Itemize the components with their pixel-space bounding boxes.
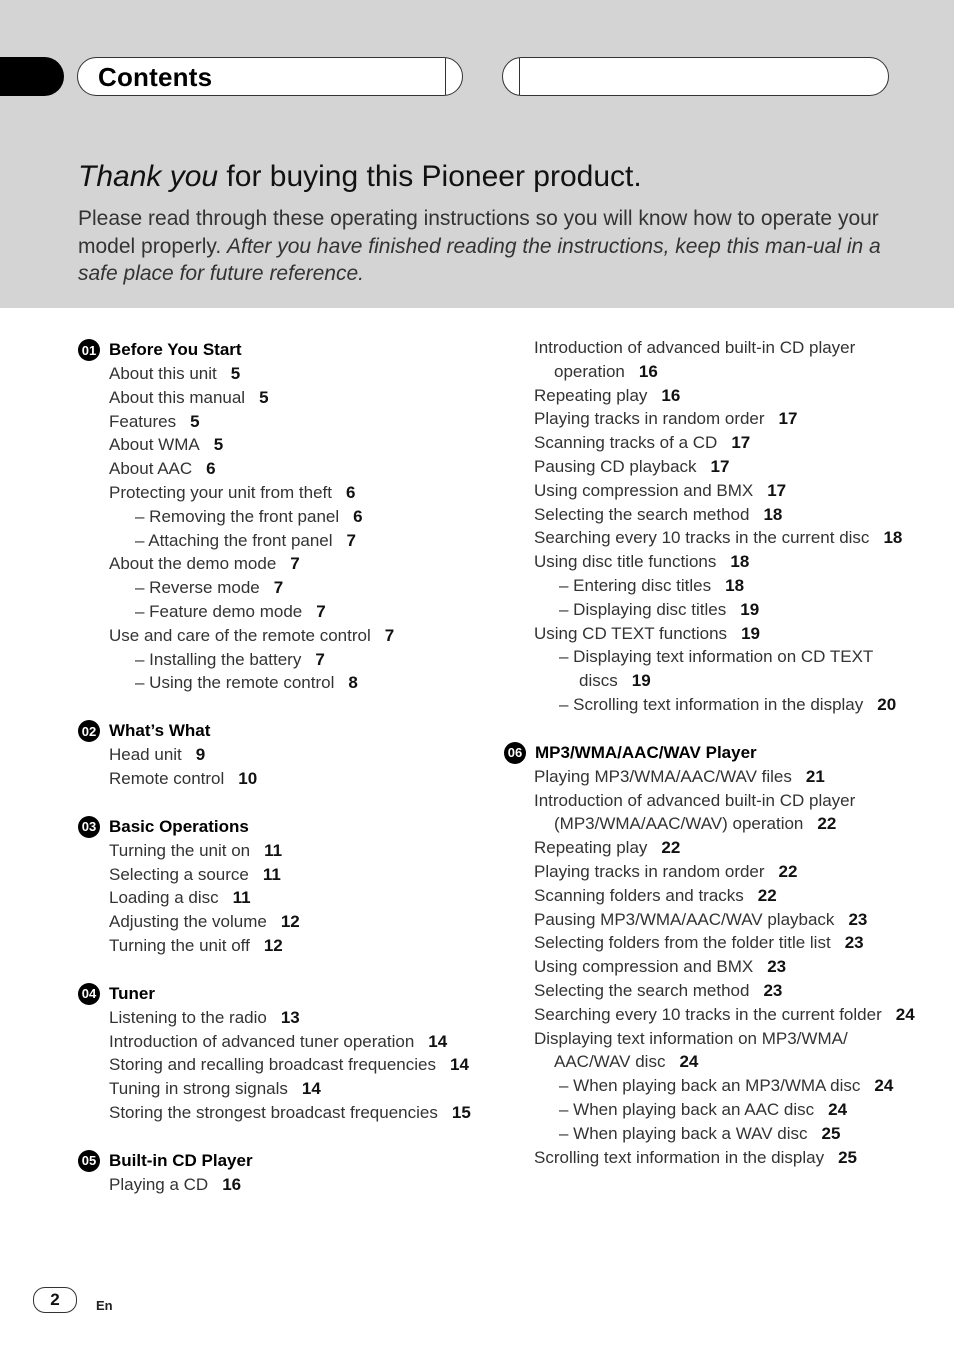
toc-entry-page: 5 — [259, 387, 269, 407]
toc-entry-page: 17 — [778, 409, 798, 429]
toc-entry-title: – When playing back an MP3/WMA disc — [559, 1076, 861, 1096]
toc-entry[interactable] — [78, 1173, 478, 1197]
toc-section — [78, 719, 478, 791]
section-number-badge: 04 — [78, 983, 100, 1005]
toc-entry-title: – Scrolling text information in the display — [559, 694, 864, 714]
section-number-badge: 03 — [78, 816, 100, 838]
toc-entry-page: 6 — [206, 459, 216, 479]
toc-entry[interactable] — [78, 863, 478, 887]
toc-section — [78, 982, 478, 1125]
toc-entry-title: – Feature demo mode — [135, 601, 303, 621]
toc-entry-title: – Displaying disc titles — [559, 599, 727, 619]
toc-entry[interactable] — [78, 600, 478, 624]
toc-entry-title: Displaying text information on MP3/WMA/ AAC/WAV disc — [534, 1028, 848, 1072]
toc-entry-title: About the demo mode — [109, 554, 277, 574]
toc-entry-title: Features — [109, 411, 177, 431]
toc-entry-page: 23 — [844, 933, 864, 953]
toc-section-header[interactable] — [504, 741, 924, 765]
toc-entry-page: 24 — [679, 1052, 699, 1072]
toc-entry[interactable] — [504, 622, 924, 646]
toc-entry-title: About this unit — [109, 364, 217, 383]
toc-entry-page: 19 — [631, 671, 651, 691]
toc-entry-page: 19 — [740, 599, 760, 619]
toc-entry-title: Scanning tracks of a CD — [534, 433, 718, 453]
toc-entry[interactable] — [78, 552, 478, 576]
toc-entry[interactable] — [504, 765, 924, 789]
toc-entry[interactable] — [78, 1053, 478, 1077]
toc-entry-title: Loading a disc — [109, 888, 219, 908]
section-title: Built-in CD Player — [109, 1150, 253, 1170]
toc-entry-title: – Installing the battery — [135, 649, 302, 669]
toc-entry-title: Pausing MP3/WMA/AAC/WAV playback — [534, 909, 835, 929]
toc-entry-title: Repeating play — [534, 838, 648, 858]
section-title: Basic Operations — [109, 816, 249, 836]
toc-entry[interactable] — [78, 386, 478, 410]
toc-entry[interactable] — [78, 886, 478, 910]
toc-entry-page: 15 — [451, 1102, 471, 1122]
toc-entry-title: Playing tracks in random order — [534, 861, 765, 881]
toc-entry-page: 11 — [264, 840, 283, 860]
toc-entry-title: – Reverse mode — [135, 578, 260, 598]
toc-entry[interactable] — [504, 1074, 924, 1098]
toc-entry-page: 16 — [661, 385, 681, 405]
toc-entry-title: Using compression and BMX — [534, 480, 754, 500]
toc-entry[interactable] — [504, 455, 924, 479]
toc-entry-page: 5 — [190, 411, 200, 431]
toc-entry-page: 7 — [316, 601, 326, 621]
thank-you-italic: Thank you — [78, 160, 219, 193]
toc-section-header[interactable] — [78, 338, 478, 362]
contents-header-box — [77, 57, 463, 96]
toc-entry-page: 5 — [213, 435, 224, 455]
toc-entry-page: 24 — [828, 1099, 848, 1119]
pill-divider — [445, 58, 446, 95]
section-number-badge: 06 — [504, 742, 526, 764]
toc-entry-title: Searching every 10 tracks in the current folder — [534, 1004, 882, 1024]
section-title: What’s What — [109, 721, 211, 741]
toc-entry-title: Scanning folders and tracks — [534, 885, 744, 905]
toc-entry-page: 24 — [874, 1076, 894, 1096]
toc-entry[interactable] — [78, 1077, 478, 1101]
toc-entry[interactable] — [504, 836, 924, 860]
toc-entry-page: 14 — [428, 1031, 448, 1051]
toc-entry-page: 18 — [725, 575, 745, 595]
toc-entry-title: Storing the strongest broadcast frequencies — [109, 1102, 438, 1122]
toc-section — [78, 815, 478, 958]
contents-title: Contents — [98, 62, 213, 92]
toc-entry-page: 18 — [763, 504, 783, 524]
toc-entry-page: 23 — [848, 909, 868, 929]
toc-entry[interactable] — [78, 767, 478, 791]
toc-section-continued — [504, 336, 924, 717]
toc-entry-title: About this manual — [109, 387, 246, 407]
toc-entry-title: Playing MP3/WMA/AAC/WAV files — [534, 766, 792, 786]
toc-entry-page: 23 — [763, 980, 783, 1000]
toc-entry-title: Repeating play — [534, 385, 648, 405]
toc-entry-title: Introduction of advanced tuner operation — [109, 1031, 415, 1051]
toc-entry-page: 18 — [883, 528, 903, 548]
toc-entry-title: Searching every 10 tracks in the current disc — [534, 528, 870, 548]
toc-entry[interactable] — [78, 910, 478, 934]
toc-entry-title: – Attaching the front panel — [135, 530, 333, 550]
thank-you-rest: for buying this Pioneer product. — [218, 160, 642, 193]
toc-entry[interactable] — [504, 908, 924, 932]
toc-entry-page: 11 — [262, 864, 281, 884]
toc-entry-title: – Displaying text information on CD TEXT discs — [559, 647, 874, 691]
toc-section-header[interactable] — [78, 982, 478, 1006]
toc-entry[interactable] — [78, 671, 478, 695]
toc-entry-title: Selecting a source — [109, 864, 249, 884]
toc-entry-page: 22 — [817, 814, 837, 834]
toc-entry-title: Tuning in strong signals — [109, 1079, 288, 1099]
page-number: 2 — [33, 1287, 77, 1313]
toc-entry-title: Using CD TEXT functions — [534, 623, 728, 643]
toc-entry-page: 7 — [290, 554, 300, 574]
toc-entry[interactable] — [504, 979, 924, 1003]
toc-entry-title: Introduction of advanced built-in CD player (MP3/WMA/AAC/WAV) operation — [534, 790, 856, 834]
toc-entry-page: 18 — [730, 552, 750, 572]
toc-entry-title: Use and care of the remote control — [109, 625, 371, 645]
toc-entry-title: Selecting folders from the folder title list — [534, 933, 831, 953]
toc-entry-page: 14 — [301, 1079, 321, 1099]
section-number-badge: 05 — [78, 1150, 100, 1172]
toc-entry-page: 21 — [805, 766, 825, 786]
blank-header-box — [502, 57, 889, 96]
toc-entry-title: – When playing back an AAC disc — [559, 1099, 815, 1119]
toc-section — [78, 338, 478, 695]
toc-entry[interactable] — [504, 860, 924, 884]
toc-entry-page: 7 — [273, 578, 284, 598]
toc-entry[interactable] — [78, 648, 478, 672]
toc-entry-title: – Removing the front panel — [135, 506, 340, 526]
toc-entry-page: 7 — [346, 530, 357, 550]
toc-section-header[interactable] — [78, 1149, 478, 1173]
toc-entry[interactable] — [78, 934, 478, 958]
toc-entry[interactable] — [504, 407, 924, 431]
toc-entry[interactable] — [504, 931, 924, 955]
toc-entry-page: 24 — [895, 1004, 915, 1024]
toc-entry[interactable] — [78, 410, 478, 434]
toc-entry[interactable] — [504, 1098, 924, 1122]
toc-entry-page: 8 — [348, 673, 358, 693]
toc-entry-page: 17 — [731, 433, 751, 453]
toc-entry-page: 6 — [346, 482, 356, 502]
thank-you-heading — [78, 160, 642, 194]
toc-entry[interactable] — [504, 884, 924, 908]
toc-entry-title: Listening to the radio — [109, 1007, 267, 1027]
toc-entry-page: 17 — [710, 456, 730, 476]
toc-entry-page: 22 — [661, 838, 681, 858]
toc-entry-title: Turning the unit off — [109, 935, 250, 955]
toc-entry-title: Scrolling text information in the display — [534, 1147, 825, 1167]
toc-entry-page: 6 — [353, 506, 363, 526]
toc-entry[interactable] — [504, 789, 924, 837]
toc-entry-page: 7 — [384, 625, 395, 645]
toc-entry-title: Introduction of advanced built-in CD player operation — [534, 338, 856, 381]
toc-entry-page: 7 — [315, 649, 325, 669]
toc-entry-page: 16 — [638, 361, 658, 381]
section-title: MP3/WMA/AAC/WAV Player — [535, 742, 757, 762]
toc-entry-page: 9 — [195, 745, 206, 765]
pill-divider — [519, 58, 520, 95]
toc-entry-title: Using compression and BMX — [534, 957, 754, 977]
toc-entry-page: 12 — [263, 935, 283, 955]
toc-entry-title: About WMA — [109, 435, 200, 455]
toc-entry-page: 13 — [280, 1007, 300, 1027]
toc-entry[interactable] — [504, 431, 924, 455]
toc-entry[interactable] — [78, 362, 478, 386]
toc-entry-page: 12 — [280, 912, 300, 932]
toc-entry-title: Selecting the search method — [534, 980, 750, 1000]
toc-entry-page: 17 — [767, 480, 787, 500]
toc-entry[interactable] — [504, 598, 924, 622]
toc-entry-page: 25 — [821, 1123, 841, 1143]
section-number-badge: 02 — [78, 720, 100, 742]
toc-entry-title: Playing a CD — [109, 1174, 209, 1194]
toc-entry[interactable] — [78, 505, 478, 529]
toc-entry-title: Playing tracks in random order — [534, 409, 765, 429]
toc-entry-page: 25 — [838, 1147, 858, 1167]
toc-entry-page: 20 — [877, 694, 897, 714]
toc-entry-title: Turning the unit on — [109, 840, 251, 860]
toc-section — [78, 1149, 478, 1197]
toc-entry-title: – When playing back a WAV disc — [559, 1123, 808, 1143]
toc-entry-page: 22 — [757, 885, 777, 905]
toc-entry-title: Using disc title functions — [534, 552, 717, 572]
toc-entry-page: 22 — [778, 861, 798, 881]
toc-entry[interactable] — [504, 384, 924, 408]
toc-entry[interactable] — [78, 481, 478, 505]
toc-entry-title: Head unit — [109, 745, 182, 765]
header-banner — [0, 0, 954, 308]
toc-entry-title: – Using the remote control — [135, 673, 335, 693]
toc-entry[interactable] — [78, 624, 478, 648]
intro-plain: Please read through these operating instructions so you will know how to operate your model properly. — [78, 207, 879, 258]
toc-entry[interactable] — [78, 457, 478, 481]
toc-entry-title: – Entering disc titles — [559, 575, 712, 595]
toc-entry-title: Adjusting the volume — [109, 912, 267, 932]
section-title: Before You Start — [109, 340, 242, 359]
toc-entry-title: Remote control — [109, 768, 225, 788]
toc-entry-page: 11 — [232, 888, 251, 908]
toc-entry-title: About AAC — [109, 459, 193, 479]
toc-entry[interactable] — [78, 1006, 478, 1030]
toc-section-header[interactable] — [78, 719, 478, 743]
toc-entry[interactable] — [504, 1146, 924, 1170]
toc-entry[interactable] — [504, 550, 924, 574]
intro-paragraph — [78, 205, 898, 288]
toc-entry-title: Pausing CD playback — [534, 456, 697, 476]
section-title: Tuner — [109, 983, 155, 1003]
toc-entry-page: 19 — [741, 623, 760, 643]
toc-entry[interactable] — [504, 503, 924, 527]
toc-entry-page: 10 — [238, 768, 258, 788]
toc-entry[interactable] — [504, 645, 924, 693]
toc-entry[interactable] — [504, 1003, 924, 1027]
toc-entry-page: 14 — [449, 1055, 469, 1075]
section-number-badge: 01 — [78, 339, 100, 361]
toc-entry[interactable] — [504, 1027, 924, 1075]
toc-entry-title: Protecting your unit from theft — [109, 482, 332, 502]
toc-section — [504, 741, 924, 1170]
toc-left-column — [78, 338, 478, 1221]
toc-entry[interactable] — [78, 743, 478, 767]
toc-section-header[interactable] — [78, 815, 478, 839]
toc-entry-title: Storing and recalling broadcast frequencies — [109, 1055, 436, 1075]
toc-entry-title: Selecting the search method — [534, 504, 750, 524]
toc-entry[interactable] — [78, 1101, 478, 1125]
toc-entry[interactable] — [78, 433, 478, 457]
toc-entry-page: 16 — [222, 1174, 242, 1194]
toc-entry[interactable] — [78, 1030, 478, 1054]
toc-entry[interactable] — [504, 574, 924, 598]
toc-entry[interactable] — [78, 529, 478, 553]
toc-entry[interactable] — [504, 479, 924, 503]
toc-entry[interactable] — [78, 576, 478, 600]
language-code: En — [96, 1298, 113, 1313]
toc-entry[interactable] — [504, 1122, 924, 1146]
intro-italic: After you have finished reading the instructions, keep this man-ual in a safe place for future reference. — [78, 234, 881, 285]
section-tab-marker — [0, 57, 64, 96]
toc-entry[interactable] — [504, 526, 924, 550]
toc-entry[interactable] — [504, 955, 924, 979]
toc-entry[interactable] — [504, 336, 924, 384]
toc-entry-page: 23 — [767, 957, 787, 977]
toc-entry[interactable] — [504, 693, 924, 717]
toc-right-column — [504, 336, 924, 1193]
toc-entry-page: 5 — [230, 364, 241, 383]
toc-entry[interactable] — [78, 839, 478, 863]
